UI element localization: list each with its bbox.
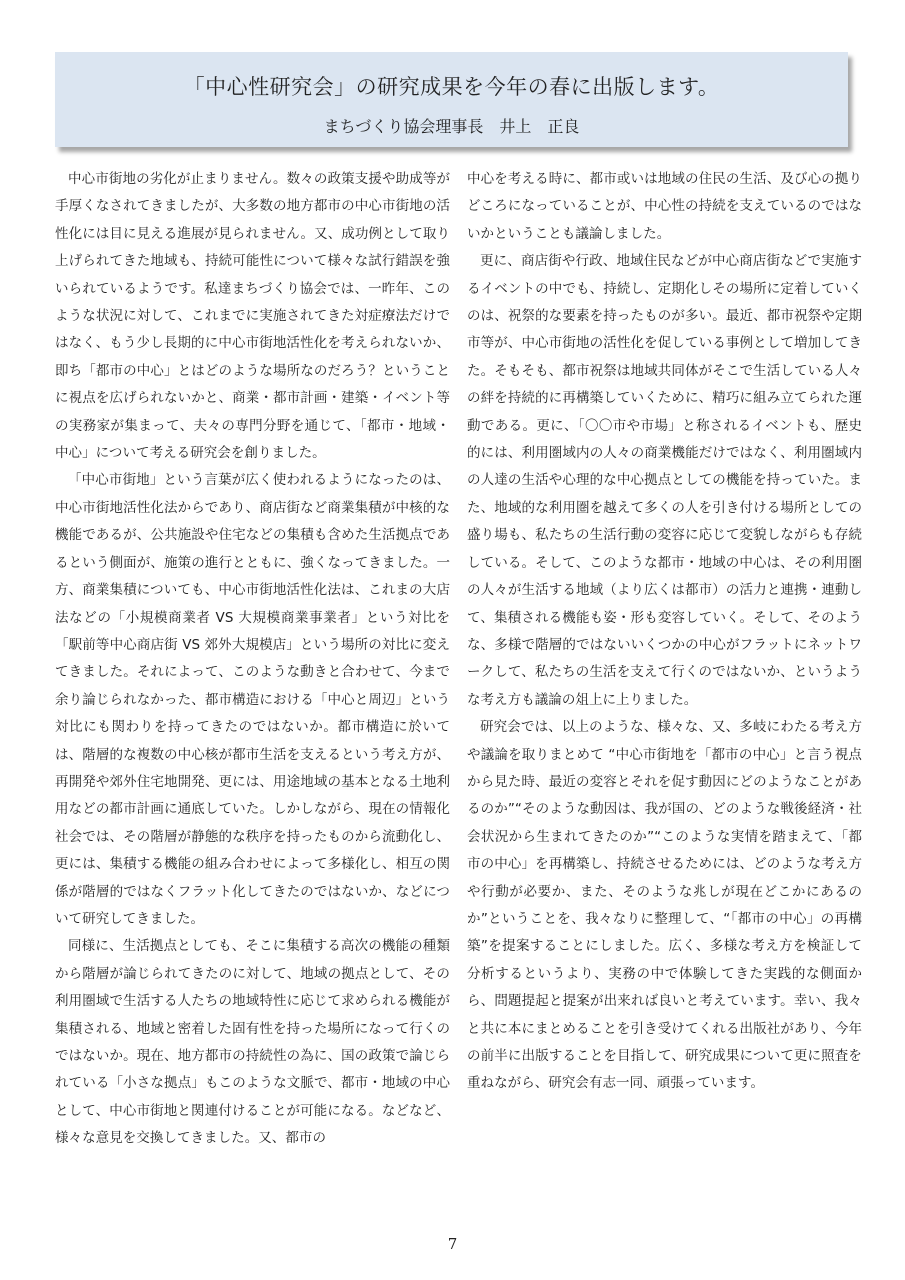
page-title: 「中心性研究会」の研究成果を今年の春に出版します。 — [183, 75, 720, 99]
left-column — [55, 166, 450, 1153]
paragraph: 「中心市街地」という言葉が広く使われるようになったのは、中心市街地活性化法からであり、商店街など商業集積が中核的な機能であるが、公共施設や住宅などの集積も含めた生活拠点であるという側面が、施策の進行とともに、強くなってきました。一方、商業集積についても、中心市街地活性化法は、これまの大店法などの「小規模商業者 VS 大規模商業事業者」という対比を「駅前等中心商店街 VS 郊外大規模店」という場所の対比に変えてきました。それによって、このような動きと合わせて、今まで余り論じられなかった、都市構造における「中心と周辺」という対比にも関わりを持ってきたのではないか。都市構造に於いては、階層的な複数の中心核が都市生活を支えるという考え方が、再開発や郊外住宅地開発、更には、用途地域の基本となる土地利用などの都市計画に通底していた。しかしながら、現在の情報化社会では、その階層が静態的な秩序を持ったものから流動化し、更には、集積する機能の組み合わせによって多様化し、相互の関係が階層的ではなくフラット化してきたのではないか、などについて研究してきました。 — [55, 472, 450, 927]
paragraph: 中心市街地の劣化が止まりません。数々の政策支援や助成等が手厚くなされてきましたが、大多数の地方都市の中心市街地の活性化には目に見える進展が見られません。又、成功例として取り上げられてきた地域も、持続可能性について様々な試行錯誤を強いられているようです。私達まちづくり協会では、一昨年、このような状況に対して、これまでに実施されてきた対症療法だけではなく、もう少し長期的に中心市街地活性化を考えられないか、即ち「都市の中心」とはどのような場所なのだろう？ということに視点を広げられないかと、商業・都市計画・建築・イベント等の実務家が集まって、夫々の専門分野を通じて、「都市・地域・中心」について考える研究会を創りました。 — [55, 171, 450, 462]
paragraph: 更に、商店街や行政、地域住民などが中心商店街などで実施するイベントの中でも、持続し、定期化しその場所に定着していくのは、祝祭的な要素を持ったものが多い。最近、都市祝祭や定期市等が、中心市街地の活性化を促している事例として増加してきた。そもそも、都市祝祭は地域共同体がそこで生活している人々の絆を持続的に再構築していくために、精巧に組み立てられた運動である。更に、「〇〇市や市場」と称されるイベントも、歴史的には、利用圏域内の人々の商業機能だけではなく、利用圏域内の人達の生活や心理的な中心拠点としての機能を持っていた。また、地域的な利用圏を越えて多くの人を引き付ける場所としての盛り場も、私たちの生活行動の変容に応じて変貌しながらも存続している。そして、このような都市・地域の中心は、その利用圏の人々が生活する地域（より広くは都市）の活力と連携・連動して、集積される機能も姿・形も変容していく。そして、そのような、多様で階層的ではないいくつかの中心がフラットにネットワークして、私たちの生活を支えて行くのではないか、というような考え方も議論の俎上に上りました。 — [467, 253, 862, 708]
paragraph: 同様に、生活拠点としても、そこに集積する高次の機能の種類から階層が論じられてきたのに対して、地域の拠点として、その利用圏域で生活する人たちの地域特性に応じて求められる機能が集積される、地域と密着した固有性を持った場所になって行くのではないか。現在、地方都市の持続性の為に、国の政策で論じられている「小さな拠点」もこのような文脈で、都市・地域の中心として、中心市街地と関連付けることが可能になる。などなど、様々な意見を交換してきました。又、都市の — [55, 938, 450, 1147]
paragraph: 中心を考える時に、都市或いは地域の住民の生活、及び心の拠りどころになっていることが、中心性の持続を支えているのではないかということも議論しました。 — [467, 171, 862, 242]
right-column — [467, 166, 862, 1098]
page-number: 7 — [447, 1235, 458, 1253]
paragraph: 研究会では、以上のような、様々な、又、多岐にわたる考え方や議論を取りまとめて “中心市街地を「都市の中心」と言う視点から見た時、最近の変容とそれを促す動因にどのようなことがあるのか”“そのような動因は、我が国の、どのような戦後経済・社会状況から生まれてきたのか”“このような実情を踏まえて、「都市の中心」を再構築し、持続させるためには、どのような考え方や行動が必要か、また、そのような兆しが現在どこかにあるのか”ということを、我々なりに整理して、“「都市の中心」の再構築”を提案することにしました。広く、多様な考え方を検証して分析するというより、実務の中で体験してきた実践的な側面から、問題提起と提案が出来れば良いと考えています。幸い、我々と共に本にまとめることを引き受けてくれる出版社があり、今年の前半に出版することを目指して、研究成果について更に照査を重ねながら、研究会有志一同、頑張っています。 — [467, 719, 862, 1092]
title-box — [55, 52, 848, 147]
author-line: まちづくり協会理事長 井上 正良 — [323, 117, 580, 136]
